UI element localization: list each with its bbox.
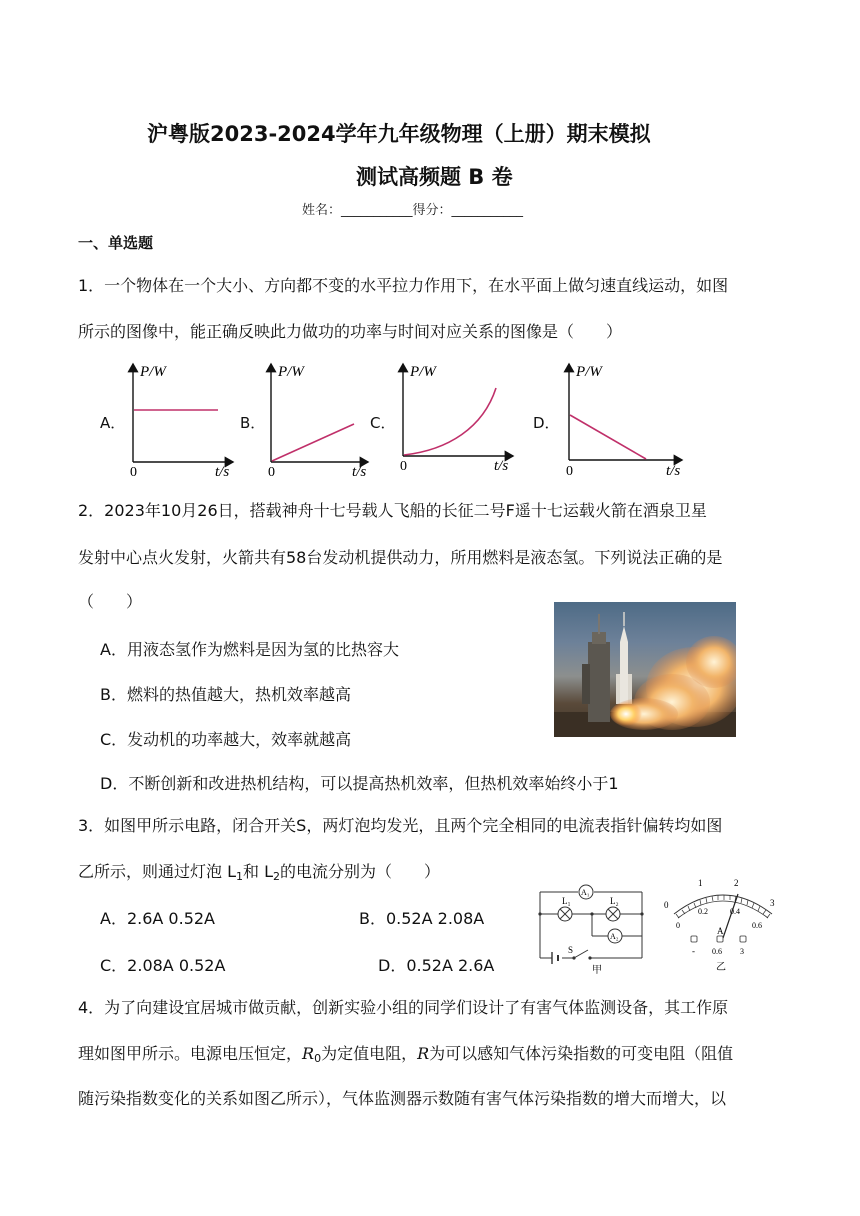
name-label: 姓名： bbox=[302, 203, 342, 218]
q3-line2-pre: 乙所示，则通过灯泡 L bbox=[78, 862, 237, 881]
q2-line1: 2．2023年10月26日，搭载神舟十七号载人飞船的长征二号F遥十七运载火箭在酒泉卫星 bbox=[78, 501, 707, 520]
q3-sub1: 1 bbox=[236, 870, 244, 883]
power-curve bbox=[404, 388, 496, 455]
q3-line2-post: 的电流分别为（ ） bbox=[280, 862, 441, 881]
lamp1-label: L₁ bbox=[562, 896, 571, 906]
ammeter2-label: A₂ bbox=[610, 932, 619, 941]
q3-option-c: C．2.08A 0.52A bbox=[100, 956, 226, 975]
ammeter1-label: A₁ bbox=[581, 888, 590, 897]
unit-label: A bbox=[717, 926, 724, 936]
q1-graph-b bbox=[256, 358, 376, 480]
top-scale-2: 2 bbox=[734, 878, 739, 888]
q3-option-a: A．2.6A 0.52A bbox=[100, 909, 215, 928]
top-scale-1: 1 bbox=[698, 878, 703, 888]
y-axis-label: P/W bbox=[410, 364, 436, 380]
q1-graph-c bbox=[388, 358, 518, 480]
q1-line1: 1．一个物体在一个大小、方向都不变的水平拉力作用下，在水平面上做匀速直线运动，如图 bbox=[78, 276, 729, 295]
bottom-scale-02: 0.2 bbox=[698, 907, 708, 916]
q1-option-d-label: D． bbox=[533, 414, 560, 432]
q2-option-a: A．用液态氢作为燃料是因为氢的比热容大 bbox=[100, 640, 399, 659]
x-axis-label: t/s bbox=[352, 464, 367, 480]
page-title-line1: 沪粤版2023-2024学年九年级物理（上册）期末模拟 bbox=[147, 122, 651, 146]
meter-caption: 乙 bbox=[716, 962, 726, 973]
q1-graph-d bbox=[554, 358, 694, 480]
q3-line2 bbox=[78, 862, 440, 882]
q4-line2 bbox=[78, 1044, 733, 1064]
q3-line1: 3．如图甲所示电路，闭合开关S，两灯泡均发光，且两个完全相同的电流表指针偏转均如图 bbox=[78, 816, 723, 835]
q1-option-b-label: B． bbox=[240, 414, 266, 432]
score-blank: ___________ bbox=[451, 203, 524, 218]
power-line bbox=[272, 424, 354, 461]
q2-option-b: B．燃料的热值越大，热机效率越高 bbox=[100, 685, 351, 704]
x-axis-label: t/s bbox=[215, 464, 230, 480]
origin-label: 0 bbox=[130, 465, 137, 480]
q3-option-b: B．0.52A 2.08A bbox=[359, 909, 485, 928]
origin-label: 0 bbox=[268, 465, 275, 480]
terminal-minus: - bbox=[692, 946, 695, 956]
origin-label: 0 bbox=[566, 464, 573, 479]
q2-option-c: C．发动机的功率越大，效率就越高 bbox=[100, 730, 352, 749]
q3-line2-mid: 和 L bbox=[243, 862, 274, 881]
q4-line2-mid: 为定值电阻， bbox=[321, 1044, 418, 1063]
name-blank: ___________ bbox=[341, 203, 413, 218]
q4-r0-sub: 0 bbox=[314, 1052, 322, 1065]
q4-line2-post: 为可以感知气体污染指数的可变电阻（阻值 bbox=[429, 1044, 734, 1063]
y-axis-label: P/W bbox=[140, 364, 166, 380]
y-axis-label: P/W bbox=[576, 364, 602, 380]
bottom-scale-06: 0.6 bbox=[752, 921, 762, 930]
page-title-line2: 测试高频题 B 卷 bbox=[356, 165, 513, 189]
q3-circuit-diagram bbox=[532, 874, 656, 974]
q2-line3: （ ） bbox=[78, 592, 143, 611]
q4-line2-pre: 理如图甲所示。电源电压恒定， bbox=[78, 1044, 303, 1063]
q3-option-d: D．0.52A 2.6A bbox=[378, 956, 495, 975]
q1-line2: 所示的图像中，能正确反映此力做功的功率与时间对应关系的图像是（ ） bbox=[78, 322, 623, 341]
q4-line1: 4．为了向建设宜居城市做贡献，创新实验小组的同学们设计了有害气体监测设备，其工作原 bbox=[78, 998, 729, 1017]
q4-r-symbol: R bbox=[417, 1044, 430, 1063]
name-score-line bbox=[302, 199, 523, 218]
q1-option-a-label: A． bbox=[100, 414, 126, 432]
y-axis-label: P/W bbox=[278, 364, 304, 380]
q1-graph-a bbox=[118, 358, 238, 480]
q1-option-c-label: C． bbox=[370, 414, 396, 432]
zero-top: 0 bbox=[664, 900, 669, 910]
circuit-caption: 甲 bbox=[592, 965, 602, 974]
bottom-scale-04: 0.4 bbox=[730, 907, 740, 916]
x-axis-label: t/s bbox=[666, 463, 681, 479]
q4-line3: 随污染指数变化的关系如图乙所示），气体监测器示数随有害气体污染指数的增大而增大，以 bbox=[78, 1089, 727, 1108]
q3-sub2: 2 bbox=[273, 870, 281, 883]
q3-ammeter-dial bbox=[660, 874, 786, 974]
terminal-06: 0.6 bbox=[712, 947, 722, 956]
section-heading: 一、单选题 bbox=[78, 234, 154, 252]
top-scale-3: 3 bbox=[770, 898, 775, 908]
q2-option-d: D．不断创新和改进热机结构，可以提高热机效率，但热机效率始终小于1 bbox=[100, 774, 619, 793]
q4-r0-symbol: R bbox=[302, 1044, 315, 1063]
switch-label: S bbox=[568, 945, 574, 955]
power-line bbox=[570, 415, 646, 459]
terminal-3: 3 bbox=[740, 947, 744, 956]
x-axis-label: t/s bbox=[494, 458, 509, 474]
origin-label: 0 bbox=[400, 459, 407, 474]
lamp2-label: L₂ bbox=[610, 896, 619, 906]
score-label: 得分： bbox=[412, 203, 452, 218]
needle bbox=[723, 894, 738, 938]
rocket-launch-photo bbox=[554, 602, 736, 737]
bottom-scale-0: 0 bbox=[676, 921, 680, 930]
q2-line2: 发射中心点火发射，火箭共有58台发动机提供动力，所用燃料是液态氢。下列说法正确的是 bbox=[78, 548, 723, 567]
